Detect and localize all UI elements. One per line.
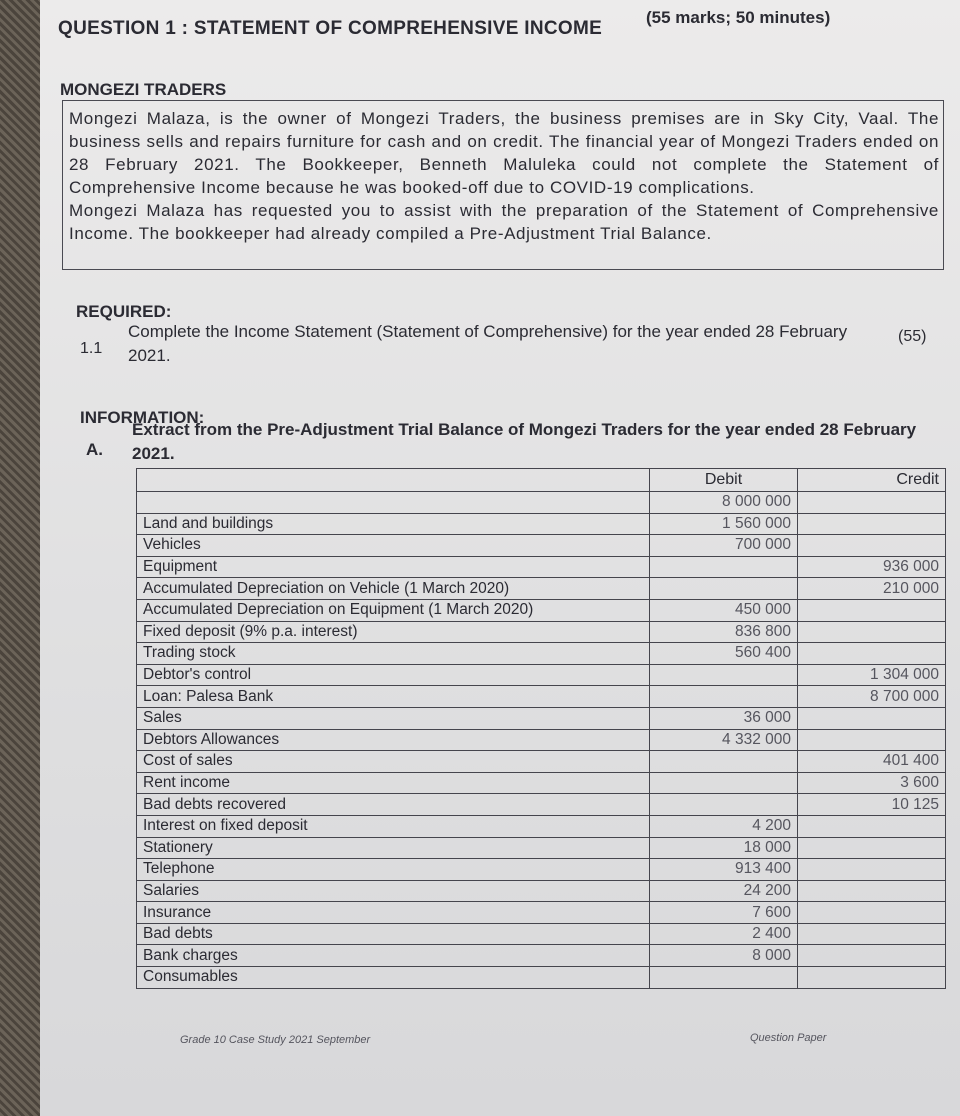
table-row (137, 643, 946, 665)
debit-cell: 18 000 (650, 837, 798, 859)
credit-cell (798, 643, 946, 665)
table-header-row (137, 469, 946, 492)
credit-cell (798, 902, 946, 924)
account-name-cell (137, 492, 650, 514)
debit-cell: 4 332 000 (650, 729, 798, 751)
required-item-text: Complete the Income Statement (Statement of Comprehensive) for the year ended 28 February 2021. (128, 322, 848, 365)
footer-right: Question Paper (750, 1032, 827, 1044)
account-name-cell: Interest on fixed deposit (137, 815, 650, 837)
table-row (137, 535, 946, 557)
debit-cell: 560 400 (650, 643, 798, 665)
credit-cell (798, 535, 946, 557)
table-row (137, 859, 946, 881)
table-row (137, 880, 946, 902)
account-name-cell: Equipment (137, 556, 650, 578)
account-name-cell: Trading stock (137, 643, 650, 665)
account-name-cell: Telephone (137, 859, 650, 881)
credit-cell: 3 600 (798, 772, 946, 794)
scenario-paragraph-2: Mongezi Malaza has requested you to assist with the preparation of the Statement of Comprehensive Income. The bookkeeper had already compiled a Pre-Adjustment Trial Balance. (69, 201, 939, 243)
table-row (137, 513, 946, 535)
credit-cell (798, 729, 946, 751)
table-row (137, 621, 946, 643)
debit-cell: 8 000 000 (650, 492, 798, 514)
table-row (137, 772, 946, 794)
table-row (137, 945, 946, 967)
account-name-cell: Stationery (137, 837, 650, 859)
credit-cell: 10 125 (798, 794, 946, 816)
account-name-cell: Cost of sales (137, 751, 650, 773)
required-item-number: 1.1 (80, 340, 103, 357)
credit-cell: 1 304 000 (798, 664, 946, 686)
debit-cell: 7 600 (650, 902, 798, 924)
account-name-cell: Bank charges (137, 945, 650, 967)
table-row (137, 556, 946, 578)
account-name-cell: Fixed deposit (9% p.a. interest) (137, 621, 650, 643)
debit-cell: 4 200 (650, 815, 798, 837)
debit-cell: 1 560 000 (650, 513, 798, 535)
trial-balance-table (136, 468, 946, 989)
debit-cell: 836 800 (650, 621, 798, 643)
account-name-cell: Bad debts recovered (137, 794, 650, 816)
credit-cell: 210 000 (798, 578, 946, 600)
account-name-cell: Accumulated Depreciation on Vehicle (1 March 2020) (137, 578, 650, 600)
credit-cell (798, 492, 946, 514)
account-name-cell: Vehicles (137, 535, 650, 557)
table-row (137, 707, 946, 729)
account-name-cell: Debtors Allowances (137, 729, 650, 751)
debit-cell (650, 751, 798, 773)
question-title: QUESTION 1 : STATEMENT OF COMPREHENSIVE INCOME (58, 18, 603, 39)
credit-cell: 8 700 000 (798, 686, 946, 708)
table-row (137, 837, 946, 859)
table-row (137, 967, 946, 989)
credit-cell (798, 880, 946, 902)
scenario-text (69, 107, 939, 245)
credit-cell (798, 621, 946, 643)
table-row (137, 815, 946, 837)
account-name-cell: Accumulated Depreciation on Equipment (1 March 2020) (137, 599, 650, 621)
information-text: Extract from the Pre-Adjustment Trial Balance of Mongezi Traders for the year ended 28 February 2021. (132, 420, 917, 463)
footer-left: Grade 10 Case Study 2021 September (180, 1034, 371, 1046)
debit-cell (650, 967, 798, 989)
table-header-credit: Credit (798, 469, 946, 492)
account-name-cell: Insurance (137, 902, 650, 924)
table-row (137, 578, 946, 600)
scenario-box (62, 100, 944, 270)
required-item-marks: (55) (898, 328, 927, 345)
account-name-cell: Sales (137, 707, 650, 729)
table-row (137, 751, 946, 773)
question-paper-page (40, 0, 960, 1116)
required-heading: REQUIRED: (76, 302, 172, 321)
table-header-name (137, 469, 650, 492)
credit-cell (798, 837, 946, 859)
debit-cell (650, 686, 798, 708)
account-name-cell: Debtor's control (137, 664, 650, 686)
account-name-cell: Rent income (137, 772, 650, 794)
account-name-cell: Consumables (137, 967, 650, 989)
credit-cell (798, 859, 946, 881)
debit-cell (650, 794, 798, 816)
company-name: MONGEZI TRADERS (60, 80, 227, 99)
debit-cell: 24 200 (650, 880, 798, 902)
table-header-debit: Debit (650, 469, 798, 492)
information-letter: A. (86, 440, 103, 459)
debit-cell (650, 556, 798, 578)
debit-cell: 700 000 (650, 535, 798, 557)
credit-cell (798, 815, 946, 837)
account-name-cell: Salaries (137, 880, 650, 902)
debit-cell (650, 772, 798, 794)
credit-cell (798, 599, 946, 621)
credit-cell (798, 923, 946, 945)
scenario-paragraph-1: Mongezi Malaza, is the owner of Mongezi Traders, the business premises are in Sky City, Vaal. The business sells and repairs furniture for cash and on credit. The financial year of Mongezi Traders ended on 28 February 2021. The Bookkeeper, Benneth Maluleka could not complete the Statement of Comprehensive Income because he was booked-off due to COVID-19 complications. (69, 109, 939, 197)
debit-cell: 2 400 (650, 923, 798, 945)
debit-cell: 36 000 (650, 707, 798, 729)
account-name-cell: Loan: Palesa Bank (137, 686, 650, 708)
table-body (137, 492, 946, 989)
credit-cell: 936 000 (798, 556, 946, 578)
credit-cell (798, 707, 946, 729)
credit-cell (798, 513, 946, 535)
information-heading: INFORMATION: (80, 408, 205, 427)
account-name-cell: Land and buildings (137, 513, 650, 535)
credit-cell (798, 967, 946, 989)
credit-cell (798, 945, 946, 967)
table-row (137, 686, 946, 708)
table-row (137, 492, 946, 514)
table-row (137, 794, 946, 816)
debit-cell: 8 000 (650, 945, 798, 967)
table-row (137, 599, 946, 621)
table-row (137, 902, 946, 924)
debit-cell: 913 400 (650, 859, 798, 881)
credit-cell: 401 400 (798, 751, 946, 773)
table-row (137, 729, 946, 751)
table-row (137, 664, 946, 686)
question-marks: (55 marks; 50 minutes) (646, 8, 831, 27)
account-name-cell: Bad debts (137, 923, 650, 945)
debit-cell (650, 578, 798, 600)
debit-cell: 450 000 (650, 599, 798, 621)
table-row (137, 923, 946, 945)
debit-cell (650, 664, 798, 686)
